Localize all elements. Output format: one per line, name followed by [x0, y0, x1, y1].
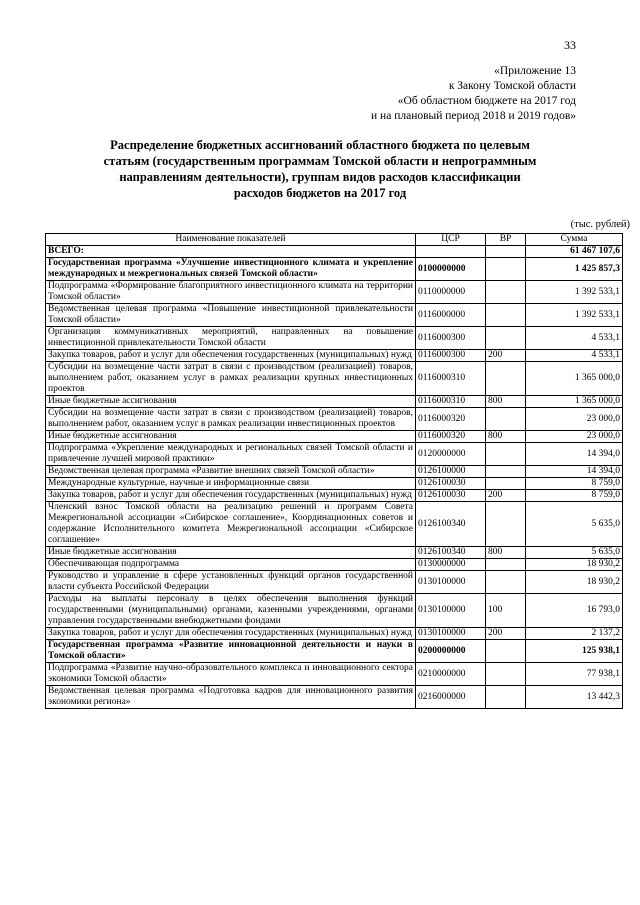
table-header-row: [46, 234, 623, 246]
row-sum: 16 793,0: [526, 594, 623, 628]
row-name: Подпрограмма «Укрепление международных и региональных связей Томской области и привлечение лучшей мировой практики»: [46, 443, 416, 466]
title-line: статьям (государственным программам Томской области и непрограммным: [103, 154, 537, 168]
row-vr: 800: [486, 396, 526, 408]
row-vr: [486, 466, 526, 478]
row-csr: 0130000000: [416, 559, 486, 571]
title-line: Распределение бюджетных ассигнований областного бюджета по целевым: [110, 138, 530, 152]
table-row: [46, 396, 623, 408]
table-row: [46, 443, 623, 466]
row-vr: [486, 327, 526, 350]
table-row: [46, 502, 623, 547]
table-row: [46, 640, 623, 663]
row-sum: 1 392 533,1: [526, 304, 623, 327]
row-csr: 0126100340: [416, 547, 486, 559]
row-name: Подпрограмма «Формирование благоприятного инвестиционного климата на территории Томской области»: [46, 281, 416, 304]
table-row: [46, 431, 623, 443]
row-csr: 0126100030: [416, 478, 486, 490]
row-name: Закупка товаров, работ и услуг для обеспечения государственных (муниципальных) нужд: [46, 490, 416, 502]
appendix-header: [371, 64, 576, 124]
table-row: [46, 478, 623, 490]
header-sum: Сумма: [526, 234, 623, 246]
row-name: ВСЕГО:: [46, 246, 416, 258]
row-name: Иные бюджетные ассигнования: [46, 431, 416, 443]
row-sum: 8 759,0: [526, 478, 623, 490]
title-line: направлениям деятельности), группам видов расходов классификации: [119, 170, 521, 184]
row-sum: 61 467 107,6: [526, 246, 623, 258]
row-csr: 0116000300: [416, 327, 486, 350]
row-vr: 200: [486, 350, 526, 362]
row-csr: 0126100000: [416, 466, 486, 478]
row-sum: 1 365 000,0: [526, 362, 623, 396]
header-vr: ВР: [486, 234, 526, 246]
row-name: Субсидии на возмещение части затрат в связи с производством (реализацией) товаров, выполнением работ, оказанием услуг в рамках реализации инвестиционных проектов: [46, 408, 416, 431]
row-name: Ведомственная целевая программа «Развитие внешних связей Томской области»: [46, 466, 416, 478]
row-csr: 0110000000: [416, 281, 486, 304]
row-sum: 14 394,0: [526, 443, 623, 466]
row-csr: 0210000000: [416, 663, 486, 686]
row-sum: 125 938,1: [526, 640, 623, 663]
row-name: Субсидии на возмещение части затрат в связи с производством (реализацией) товаров, выполнением работ, оказанием услуг в рамках реализации крупных инвестиционных проектов: [46, 362, 416, 396]
row-csr: 0120000000: [416, 443, 486, 466]
table-row: [46, 327, 623, 350]
row-csr: 0116000310: [416, 396, 486, 408]
table-row: [46, 258, 623, 281]
table-row: [46, 490, 623, 502]
document-title: [60, 137, 580, 201]
row-sum: 1 425 857,3: [526, 258, 623, 281]
table-row: [46, 350, 623, 362]
header-csr: ЦСР: [416, 234, 486, 246]
row-name: Иные бюджетные ассигнования: [46, 396, 416, 408]
page-number: 33: [564, 38, 576, 52]
row-sum: 8 759,0: [526, 490, 623, 502]
row-name: Иные бюджетные ассигнования: [46, 547, 416, 559]
row-name: Закупка товаров, работ и услуг для обеспечения государственных (муниципальных) нужд: [46, 350, 416, 362]
row-sum: 2 137,2: [526, 628, 623, 640]
table-row: [46, 547, 623, 559]
row-sum: 13 442,3: [526, 686, 623, 709]
row-name: Организация коммуникативных мероприятий, направленных на повышение инвестиционной привлекательности Томской области: [46, 327, 416, 350]
row-vr: [486, 246, 526, 258]
row-csr: 0116000310: [416, 362, 486, 396]
table-row: [46, 594, 623, 628]
row-vr: [486, 502, 526, 547]
row-csr: 0116000300: [416, 350, 486, 362]
table-row: [46, 362, 623, 396]
row-name: Государственная программа «Развитие инновационной деятельности и науки в Томской области»: [46, 640, 416, 663]
row-sum: 5 635,0: [526, 502, 623, 547]
row-vr: [486, 640, 526, 663]
table-row: [46, 686, 623, 709]
table-row: [46, 408, 623, 431]
appendix-line: «Приложение 13: [494, 65, 576, 77]
appendix-line: «Об областном бюджете на 2017 год: [397, 95, 576, 107]
table-row: [46, 304, 623, 327]
row-csr: 0130100000: [416, 628, 486, 640]
row-sum: 1 392 533,1: [526, 281, 623, 304]
row-vr: [486, 304, 526, 327]
row-vr: [486, 443, 526, 466]
row-name: Членский взнос Томской области на реализацию решений и программ Совета Межрегиональной ассоциации «Сибирское соглашение», Координационных советов и содержание Исполнительного комитета Межрегиональной ассоциации «Сибирское соглашение»: [46, 502, 416, 547]
row-vr: 800: [486, 547, 526, 559]
appendix-line: и на плановый период 2018 и 2019 годов»: [371, 110, 576, 122]
row-csr: 0126100340: [416, 502, 486, 547]
table-row: [46, 571, 623, 594]
table-body: [46, 246, 623, 709]
table-row: [46, 246, 623, 258]
row-name: Государственная программа «Улучшение инвестиционного климата и укрепление международных и межрегиональных связей Томской области»: [46, 258, 416, 281]
row-sum: 4 533,1: [526, 327, 623, 350]
row-sum: 18 930,2: [526, 559, 623, 571]
row-name: Обеспечивающая подпрограмма: [46, 559, 416, 571]
row-vr: [486, 478, 526, 490]
row-sum: 4 533,1: [526, 350, 623, 362]
row-sum: 18 930,2: [526, 571, 623, 594]
row-vr: [486, 408, 526, 431]
row-vr: [486, 281, 526, 304]
row-vr: 200: [486, 490, 526, 502]
row-csr: 0116000000: [416, 304, 486, 327]
row-csr: 0200000000: [416, 640, 486, 663]
row-name: Расходы на выплаты персоналу в целях обеспечения выполнения функций государственными (муниципальными) органами, казенными учреждениями, органами управления государственными внебюджетными фондами: [46, 594, 416, 628]
row-name: Международные культурные, научные и информационные связи: [46, 478, 416, 490]
row-sum: 23 000,0: [526, 408, 623, 431]
row-vr: [486, 663, 526, 686]
row-name: Подпрограмма «Развитие научно-образовательного комплекса и инновационного сектора экономики Томской области»: [46, 663, 416, 686]
row-csr: 0130100000: [416, 594, 486, 628]
row-vr: [486, 686, 526, 709]
row-sum: 14 394,0: [526, 466, 623, 478]
row-sum: 23 000,0: [526, 431, 623, 443]
row-csr: 0116000320: [416, 431, 486, 443]
row-csr: 0100000000: [416, 258, 486, 281]
table-row: [46, 628, 623, 640]
table-row: [46, 466, 623, 478]
row-name: Ведомственная целевая программа «Повышение инвестиционной привлекательности Томской области»: [46, 304, 416, 327]
row-csr: 0126100030: [416, 490, 486, 502]
row-csr: 0116000320: [416, 408, 486, 431]
budget-table: [45, 233, 623, 709]
row-vr: [486, 362, 526, 396]
row-vr: 200: [486, 628, 526, 640]
row-vr: [486, 559, 526, 571]
row-csr: 0216000000: [416, 686, 486, 709]
row-sum: 1 365 000,0: [526, 396, 623, 408]
row-csr: 0130100000: [416, 571, 486, 594]
row-sum: 77 938,1: [526, 663, 623, 686]
table-row: [46, 281, 623, 304]
row-vr: 800: [486, 431, 526, 443]
appendix-line: к Закону Томской области: [448, 80, 576, 92]
row-sum: 5 635,0: [526, 547, 623, 559]
units-label: (тыс. рублей): [570, 219, 630, 230]
row-vr: [486, 258, 526, 281]
row-csr: [416, 246, 486, 258]
row-vr: 100: [486, 594, 526, 628]
row-name: Ведомственная целевая программа «Подготовка кадров для инновационного развития экономики региона»: [46, 686, 416, 709]
table-row: [46, 663, 623, 686]
row-vr: [486, 571, 526, 594]
title-line: расходов бюджетов на 2017 год: [233, 186, 407, 200]
header-name: Наименование показателей: [46, 234, 416, 246]
table-row: [46, 559, 623, 571]
row-name: Руководство и управление в сфере установленных функций органов государственной власти субъекта Российской Федерации: [46, 571, 416, 594]
row-name: Закупка товаров, работ и услуг для обеспечения государственных (муниципальных) нужд: [46, 628, 416, 640]
